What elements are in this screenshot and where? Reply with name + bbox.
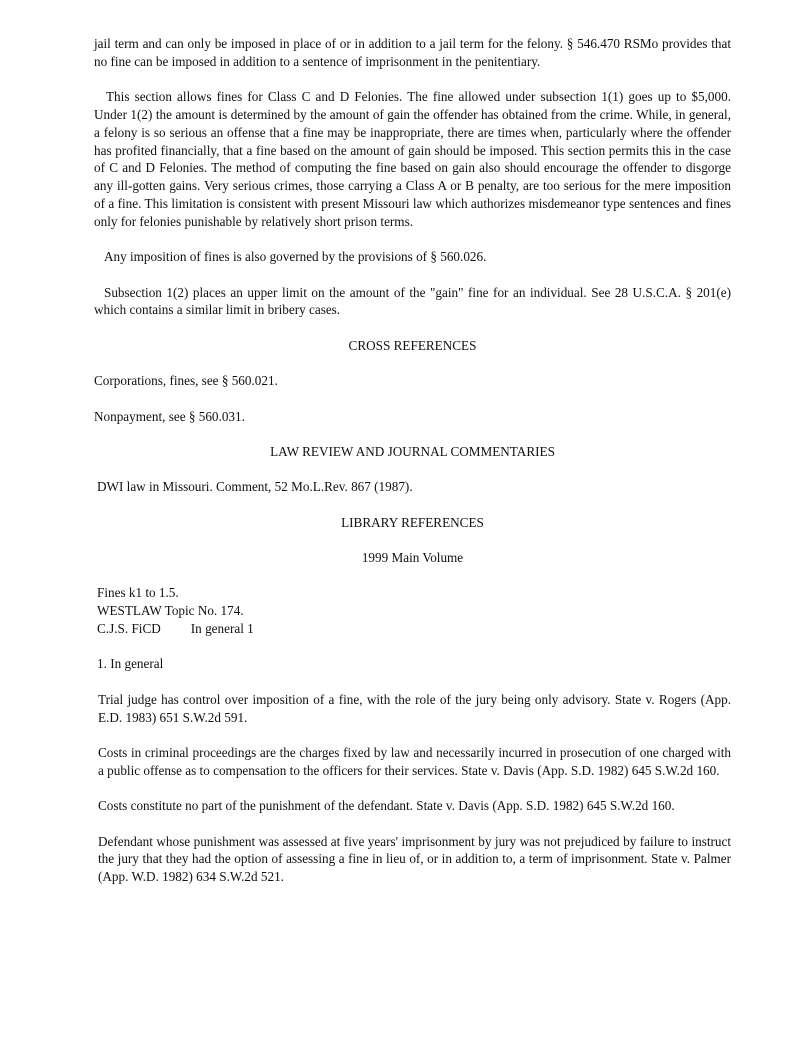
paragraph-class-c-d-felonies: This section allows fines for Class C and D Felonies. The fine allowed under subsection 1(1) goes up to $5,000. Under 1(2) the amount is determined by the amount of gain the offender has obtained from the crime. While, in general, a felony is so serious an offense that a fine may be inappropriate, there are times when, particularly where the offender has profited financially, that a fine based on the amount of gain should be imposed. This section permits this in the case of C and D Felonies. The method of computing the fine based on gain also should encourage the offender to disgorge any ill-gotten gains. Very serious crimes, those carrying a Class A or B penalty, are too serious for the mere imposition of a fine. This limitation is consistent with present Missouri law which authorizes misdemeanor type sentences and fines only for felonies punishable by relatively short prison terms. <box>94 89 731 229</box>
paragraph-provisions: Any imposition of fines is also governed by the provisions of § 560.026. <box>104 249 487 265</box>
library-reference-line: WESTLAW Topic No. 174. <box>97 603 244 619</box>
paragraph-subsection-limit: Subsection 1(2) places an upper limit on the amount of the "gain" fine for an individual. See 28 U.S.C.A. § 201(e) which contains a similar limit in bribery cases. <box>94 284 731 318</box>
library-reference-line: Fines k1 to 1.5. <box>97 585 179 601</box>
cjs-value: In general 1 <box>190 621 254 637</box>
note-item: Costs constitute no part of the punishment of the defendant. State v. Davis (App. S.D. 1982) 645 S.W.2d 160. <box>98 798 675 814</box>
library-references-subheading: 1999 Main Volume <box>361 550 464 566</box>
note-item: Costs in criminal proceedings are the charges fixed by law and necessarily incurred in prosecution of one charged with a public offense as to compensation to the officers for their services. State v. Davis (App. S.D. 1982) 645 S.W.2d 160. <box>98 745 731 778</box>
law-review-item: DWI law in Missouri. Comment, 52 Mo.L.Rev. 867 (1987). <box>97 479 413 495</box>
law-review-heading: LAW REVIEW AND JOURNAL COMMENTARIES <box>270 443 555 459</box>
cross-reference-item: Nonpayment, see § 560.031. <box>94 408 245 424</box>
cross-references-heading: CROSS REFERENCES <box>348 337 477 353</box>
note-item: Defendant whose punishment was assessed at five years' imprisonment by jury was not prejudiced by failure to instruct the jury that they had the option of assessing a fine in lieu of, or in addition to, a term of imprisonment. State v. Palmer (App. W.D. 1982) 634 S.W.2d 521. <box>98 833 731 885</box>
library-references-heading: LIBRARY REFERENCES <box>341 514 484 530</box>
notes-heading: 1. In general <box>97 656 164 672</box>
library-references-list <box>94 584 731 637</box>
note-item: Trial judge has control over imposition of a fine, with the role of the jury being only advisory. State v. Rogers (App. E.D. 1983) 651 S.W.2d 591. <box>98 691 731 725</box>
paragraph-continuation: jail term and can only be imposed in place of or in addition to a jail term for the felony. § 546.470 RSMo provides that no fine can be imposed in addition to a sentence of imprisonment in the penitentiary. <box>94 36 731 69</box>
cjs-label: C.J.S. FiCD <box>97 621 161 637</box>
document-page <box>94 35 731 904</box>
cjs-reference-line <box>94 620 731 638</box>
cross-reference-item: Corporations, fines, see § 560.021. <box>94 373 278 389</box>
